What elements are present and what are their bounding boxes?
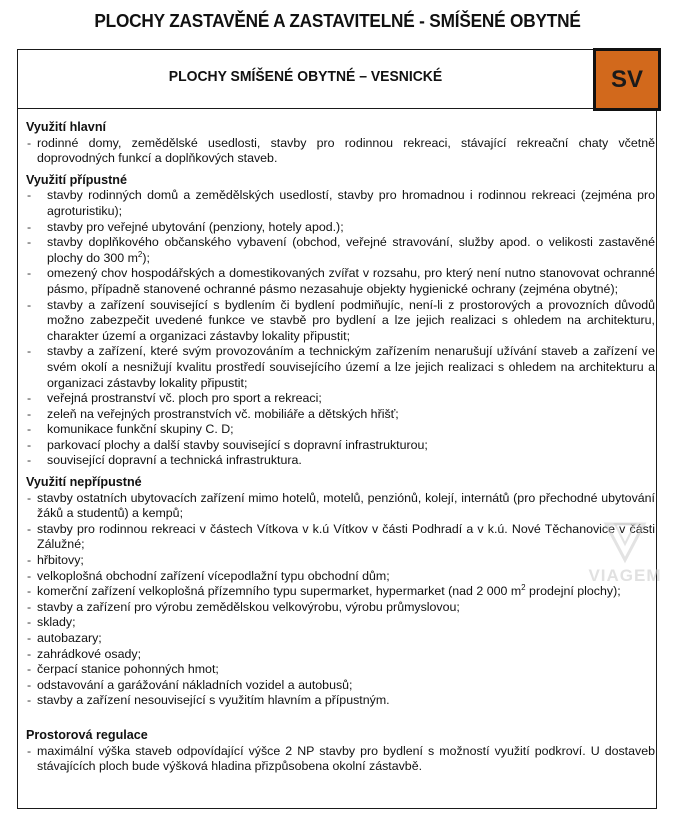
list-item-text: maximální výška staveb odpovídající výšce 2 NP stavby pro bydlení s možností využití podkroví. U dostaveb stávajících ploch bude výšková hladina přizpůsobena okolní zástavbě. (37, 743, 655, 774)
list-item (27, 235, 655, 266)
list-item (27, 599, 655, 616)
watermark-text: VIAGEM (588, 566, 662, 585)
superscript: 2 (521, 583, 526, 593)
list-item-text: stavby doplňkového občanského vybavení (obchod, veřejné stravování, služby apod. o velikosti zastavěné plochy do 300 $m^2$); (47, 235, 655, 265)
list-item (27, 135, 655, 167)
list-item (27, 646, 655, 663)
section-main-use (26, 120, 656, 167)
bullet-dash-icon: - (27, 266, 32, 281)
list-item-text: stavby a zařízení pro výrobu zemědělskou velkovýrobu, výrobu průmyslovou; (37, 599, 460, 614)
list-item-text: čerpací stanice pohonných hmot; (37, 662, 219, 677)
bullet-dash-icon: - (27, 219, 32, 234)
bullet-dash-icon: - (27, 584, 32, 599)
list-item-text: stavby pro rodinnou rekreaci v částech Vítkova v k.ú Vítkov v části Podhradí a v k.ú. Nové Těchanovice v části Zálužné; (37, 521, 655, 552)
bullet-dash-icon: - (27, 344, 32, 359)
list-item-text: hřbitovy; (37, 553, 84, 568)
list-item (27, 631, 655, 647)
section-heading: Využití hlavní (26, 120, 107, 134)
list-item-text: velkoplošná obchodní zařízení vícepodlažní typu obchodní dům; (37, 568, 390, 583)
bullet-dash-icon: - (27, 553, 32, 568)
list-item-text: stavby pro veřejné ubytování (penziony, hotely apod.); (47, 219, 344, 234)
list-item (27, 583, 655, 600)
regulation-content (26, 120, 656, 781)
list-item (27, 615, 655, 631)
list-item-text: související dopravní a technická infrastruktura. (47, 453, 302, 468)
bullet-dash-icon: - (27, 437, 32, 452)
bullet-dash-icon: - (27, 406, 32, 421)
list-item-text: omezený chov hospodářských a domestikovaných zvířat v rozsahu, pro který není nutno stanovovat ochranné pásmo, případně stanovené ochranné pásmo nezasahuje objekty hygienické ochrany (zejména obytné); (47, 266, 655, 296)
list-item (27, 677, 655, 694)
item-list (26, 744, 655, 775)
item-list (26, 136, 655, 167)
bullet-dash-icon: - (27, 693, 32, 708)
list-item (27, 490, 655, 522)
bullet-dash-icon: - (27, 521, 32, 536)
bullet-dash-icon: - (27, 662, 32, 677)
list-item (27, 188, 655, 219)
bullet-dash-icon: - (27, 568, 32, 583)
list-item-text: komunikace funkční skupiny C. D; (47, 422, 234, 437)
list-item (27, 391, 655, 407)
list-item (27, 553, 655, 569)
category-code-badge: SV (593, 48, 661, 111)
list-item-text: odstavování a garážování nákladních vozidel a autobusů; (37, 677, 353, 692)
bullet-dash-icon: - (27, 615, 32, 630)
list-item (27, 693, 655, 709)
bullet-dash-icon: - (27, 646, 32, 661)
list-item-text: stavby a zařízení související s bydlením či bydlení podmiňujíc, není-li z prostorových a provozních důvodů možno zabezpečit uvedené funkce ve stavbě pro bydlení a lze jejich realizaci s ohledem na architekturu, charakter území a organizaci zástavby lokality připustit; (47, 297, 655, 343)
list-item (27, 521, 655, 553)
list-item (27, 266, 655, 297)
list-item-text: sklady; (37, 615, 76, 630)
list-item (27, 219, 655, 236)
section-spatial-regulation (26, 728, 656, 775)
bullet-dash-icon: - (27, 297, 32, 312)
list-item-text: stavby rodinných domů a zemědělských usedlostí, stavby pro hromadnou i rodinnou rekreaci (zejména pro agroturistiku); (47, 188, 655, 218)
list-item-text: zeleň na veřejných prostranstvích vč. mobiliáře a dětských hřišť; (47, 406, 399, 421)
list-item (27, 437, 655, 454)
list-item-text: stavby a zařízení nesouvisející s využitím hlavním a přípustným. (37, 693, 390, 708)
bullet-dash-icon: - (27, 235, 32, 250)
list-item-text: komerční zařízení velkoplošná přízemního typu supermarket, hypermarket (nad 2 000 $m^2$ prodejní plochy); (37, 583, 621, 599)
superscript: 2 (137, 249, 143, 259)
list-item (27, 344, 655, 391)
list-item-text: zahrádkové osady; (37, 646, 142, 661)
category-title: PLOCHY SMÍŠENÉ OBYTNÉ – VESNICKÉ (168, 68, 443, 85)
list-item (27, 743, 655, 775)
page-title: PLOCHY ZASTAVĚNÉ A ZASTAVITELNÉ - SMÍŠENÉ OBYTNÉ (94, 10, 581, 31)
bullet-dash-icon: - (27, 490, 32, 505)
item-list (26, 188, 655, 469)
list-item-text: veřejná prostranství vč. ploch pro sport a rekreaci; (47, 391, 322, 406)
bullet-dash-icon: - (27, 135, 32, 150)
bullet-dash-icon: - (27, 599, 32, 614)
list-item-text: autobazary; (37, 631, 102, 645)
bullet-dash-icon: - (27, 391, 32, 406)
item-list (26, 491, 655, 709)
list-item (27, 453, 655, 469)
bullet-dash-icon: - (27, 677, 32, 692)
list-item-text: rodinné domy, zemědělské usedlosti, stavby pro rodinnou rekreaci, stávající rekreační chaty včetně doprovodných funkcí a doplňkových staveb. (37, 135, 655, 166)
bullet-dash-icon: - (27, 188, 32, 203)
section-permitted-use (26, 173, 656, 469)
table-header (18, 50, 656, 109)
list-item-text: parkovací plochy a další stavby související s dopravní infrastrukturou; (47, 437, 428, 452)
section-prohibited-use (26, 475, 656, 709)
list-item-text: stavby ostatních ubytovacích zařízení mimo hotelů, motelů, penziónů, kolejí, internátů (pro přechodné ubytování žáků a studentů) a kempů; (37, 490, 655, 521)
list-item (27, 422, 655, 438)
list-item (27, 297, 655, 345)
list-item (27, 662, 655, 678)
list-item-text: stavby a zařízení, které svým provozováním a technickým zařízením nenarušují užívání staveb a zařízení ve svém okolí a nesnižují kvalitu prostředí souvisejícího území a lze jejich realizaci s ohledem na architekturu a organizaci zástavby lokality připustit; (47, 344, 655, 390)
bullet-dash-icon: - (27, 631, 32, 645)
section-heading: Využití nepřípustné (26, 475, 142, 490)
list-item (27, 568, 655, 585)
section-heading: Využití přípustné (26, 172, 127, 187)
bullet-dash-icon: - (27, 743, 32, 758)
bullet-dash-icon: - (27, 422, 32, 437)
section-heading: Prostorová regulace (26, 727, 148, 742)
list-item (27, 406, 655, 423)
bullet-dash-icon: - (27, 453, 32, 468)
